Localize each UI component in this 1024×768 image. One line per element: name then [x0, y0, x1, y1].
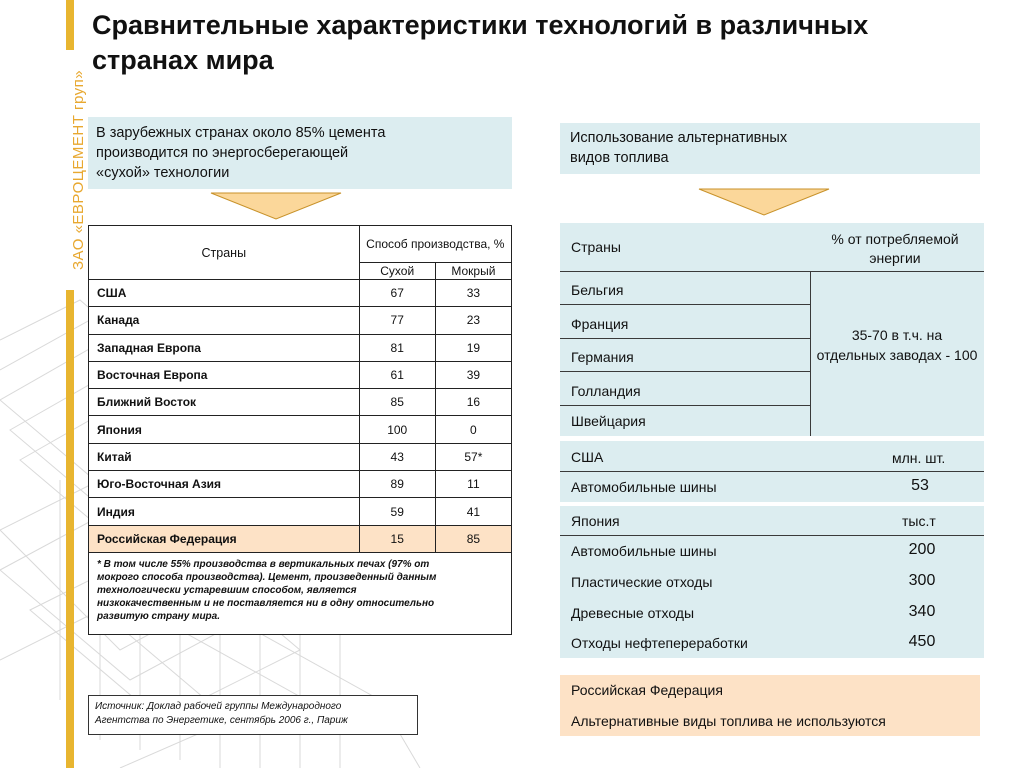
- japan-row-value: 340: [908, 603, 936, 620]
- country-name: Япония: [89, 416, 360, 443]
- table-row-russia: [89, 525, 512, 552]
- fuel-country: Швейцария: [571, 413, 646, 429]
- wet-value: 11: [435, 471, 511, 498]
- header-countries: Страны: [89, 226, 360, 280]
- callout-alternative-fuel: [560, 123, 980, 174]
- japan-unit: тыс.т: [902, 513, 936, 529]
- table-row: [89, 389, 512, 416]
- table-row: [89, 307, 512, 334]
- header-method: Способ производства, %: [359, 226, 511, 263]
- footnote-row: [89, 552, 512, 634]
- arrow-down-right-icon: [698, 188, 830, 216]
- country-name: Ближний Восток: [89, 389, 360, 416]
- usa-country: США: [571, 449, 604, 465]
- table-row: [89, 443, 512, 470]
- wet-value: 85: [435, 525, 511, 552]
- fuel-country: Бельгия: [571, 282, 624, 298]
- russia-note: Альтернативные виды топлива не используются: [571, 713, 886, 729]
- source-text: Источник: Доклад рабочей группы Международного Агентства по Энергетике, сентябрь 2006 г., Париж: [95, 701, 348, 726]
- dry-value: 59: [359, 498, 435, 525]
- dry-value: 43: [359, 443, 435, 470]
- production-method-table: [88, 225, 512, 635]
- japan-row-label: Отходы нефтепереработки: [571, 635, 748, 651]
- table-header-row: [89, 226, 512, 263]
- japan-panel: [560, 506, 984, 658]
- japan-row-label: Пластические отходы: [571, 574, 713, 590]
- wet-value: 19: [435, 334, 511, 361]
- country-name: Западная Европа: [89, 334, 360, 361]
- dry-value: 15: [359, 525, 435, 552]
- fuel-header-percent: % от потребляемой энергии: [831, 231, 959, 266]
- wet-value: 16: [435, 389, 511, 416]
- usa-unit: млн. шт.: [892, 450, 946, 466]
- footnote-text: * В том числе 55% производства в вертикальных печах (97% от мокрого способа производства). Цемент, произведенный данным технологически устаревшим способом, является низкокачественным и не поставляется ни в одну относительно развитую страну мира.: [97, 558, 437, 622]
- wet-value: 23: [435, 307, 511, 334]
- country-name: Юго-Восточная Азия: [89, 471, 360, 498]
- dry-value: 67: [359, 280, 435, 307]
- slide-title: Сравнительные характеристики технологий в различных странах мира: [92, 10, 869, 75]
- table-row: [89, 471, 512, 498]
- country-name: Канада: [89, 307, 360, 334]
- dry-value: 61: [359, 361, 435, 388]
- header-wet: Мокрый: [435, 262, 511, 279]
- header-dry: Сухой: [359, 262, 435, 279]
- fuel-country: Франция: [571, 316, 629, 332]
- table-row: [89, 334, 512, 361]
- dry-value: 77: [359, 307, 435, 334]
- table-row: [89, 416, 512, 443]
- callout-left-text: В зарубежных странах около 85% цемента производится по энергосберегающей «сухой» технологии: [96, 125, 386, 181]
- country-name: Китай: [89, 443, 360, 470]
- fuel-header-countries: Страны: [571, 239, 621, 255]
- source-box: [88, 695, 418, 735]
- country-name: Российская Федерация: [89, 525, 360, 552]
- footnote-cell: [89, 552, 512, 634]
- usa-row-label: Автомобильные шины: [571, 479, 717, 495]
- callout-dry-technology: [88, 117, 512, 189]
- japan-country: Япония: [571, 513, 620, 529]
- japan-row-value: 300: [908, 572, 936, 589]
- country-name: США: [89, 280, 360, 307]
- dry-value: 89: [359, 471, 435, 498]
- usa-row-value: 53: [911, 477, 929, 494]
- fuel-country: Германия: [571, 349, 634, 365]
- wet-value: 41: [435, 498, 511, 525]
- wet-value: 39: [435, 361, 511, 388]
- country-name: Восточная Европа: [89, 361, 360, 388]
- japan-row-value: 450: [908, 633, 936, 650]
- fuel-merged-value: 35-70 в т.ч. на отдельных заводах - 100: [816, 327, 978, 363]
- table-row: [89, 498, 512, 525]
- dry-value: 100: [359, 416, 435, 443]
- japan-row-label: Древесные отходы: [571, 605, 695, 621]
- usa-panel: [560, 441, 984, 502]
- table-row: [89, 361, 512, 388]
- wet-value: 0: [435, 416, 511, 443]
- country-name: Индия: [89, 498, 360, 525]
- wet-value: 33: [435, 280, 511, 307]
- russia-country: Российская Федерация: [571, 682, 723, 698]
- fuel-country: Голландия: [571, 383, 641, 399]
- table-row: [89, 280, 512, 307]
- russia-panel: [560, 675, 980, 736]
- dry-value: 85: [359, 389, 435, 416]
- japan-row-value: 200: [908, 541, 936, 558]
- fuel-percent-panel: [560, 223, 984, 436]
- callout-right-text: Использование альтернативных видов топлива: [570, 130, 788, 166]
- arrow-down-left-icon: [210, 192, 342, 220]
- brand-logo-text: ЗАО «ЕВРОЦЕМЕНТ груп»: [70, 69, 87, 270]
- wet-value: 57*: [435, 443, 511, 470]
- japan-row-label: Автомобильные шины: [571, 543, 717, 559]
- dry-value: 81: [359, 334, 435, 361]
